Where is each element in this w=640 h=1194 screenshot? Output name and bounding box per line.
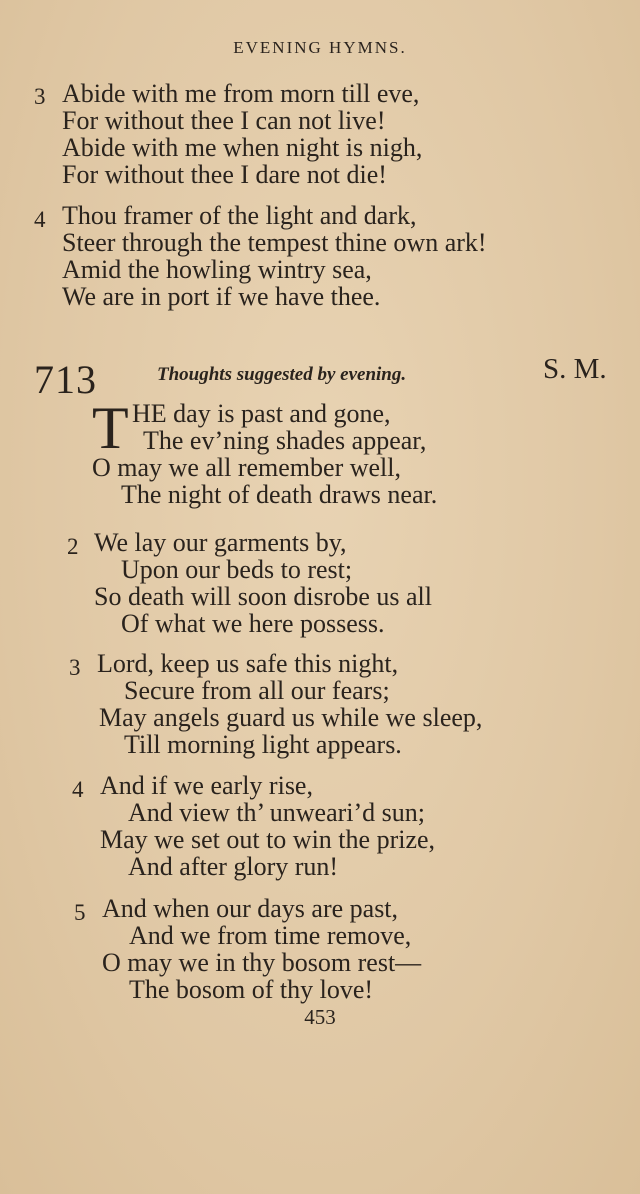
verse-line: May angels guard us while we sleep, (99, 703, 483, 732)
running-head: EVENING HYMNS. (233, 38, 407, 57)
verse-line: O may we in thy bosom rest— (102, 948, 422, 977)
verse-line: The bosom of thy love! (129, 975, 374, 1004)
hymn-title: Thoughts suggested by evening. (157, 364, 407, 385)
verse-number: 2 (67, 534, 79, 559)
verse-line: And we from time remove, (129, 921, 412, 950)
verse-line: And after glory run! (128, 852, 339, 881)
verse-line: Till morning light appears. (124, 730, 402, 759)
verse-number: 4 (34, 207, 46, 232)
verse-line: O may we all remember well, (92, 453, 401, 482)
verse-line: And when our days are past, (102, 894, 399, 923)
verse-line: So death will soon disrobe us all (94, 582, 432, 611)
verse-line: For without thee I can not live! (62, 106, 386, 135)
verse-line: We are in port if we have thee. (62, 282, 381, 311)
verse-number: 3 (34, 84, 46, 109)
drop-cap: T (92, 395, 129, 461)
verse-line: Steer through the tempest thine own ark! (62, 228, 487, 257)
verse-line: Amid the howling wintry sea, (62, 255, 372, 284)
verse-line: We lay our garments by, (94, 528, 347, 557)
verse-line: Abide with me when night is nigh, (62, 133, 423, 162)
verse-line: And view th’ unweari’d sun; (128, 798, 426, 827)
verse-line: Thou framer of the light and dark, (62, 201, 417, 230)
verse-line: Abide with me from morn till eve, (62, 79, 420, 108)
verse-line: For without thee I dare not die! (62, 160, 387, 189)
verse-line: May we set out to win the prize, (100, 825, 436, 854)
verse-number: 5 (74, 900, 86, 925)
verse-line: Lord, keep us safe this night, (97, 649, 399, 678)
hymn-meter: S. M. (543, 353, 607, 385)
verse-line: The ev’ning shades appear, (143, 426, 427, 455)
verse-line: The night of death draws near. (121, 480, 438, 509)
verse-number: 3 (69, 655, 81, 680)
verse-line: Secure from all our fears; (124, 676, 390, 705)
hymn-number: 713 (34, 357, 97, 402)
verse-line: Of what we here possess. (121, 609, 385, 638)
verse-number: 4 (72, 777, 84, 802)
verse-line: Upon our beds to rest; (121, 555, 353, 584)
verse-line: HE day is past and gone, (132, 399, 391, 428)
page-number: 453 (304, 1005, 336, 1029)
verse-line: And if we early rise, (100, 771, 313, 800)
